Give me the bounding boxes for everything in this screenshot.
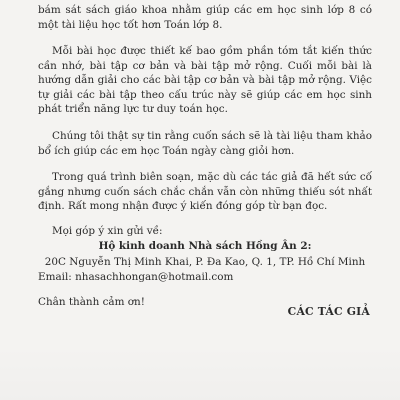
company-name: Hộ kinh doanh Nhà sách Hồng Ân 2: xyxy=(98,240,312,252)
paragraph-intro-continuation: bám sát sách giáo khoa nhằm giúp các em học sinh lớp 8 có một tài liệu học tốt hơn Toán lớp 8. xyxy=(38,4,372,31)
paragraph-limitations: Trong quá trình biên soạn, mặc dù các tác giả đã hết sức cố gắng nhưng cuốn sách chắc chắn vẫn còn những thiếu sót nhất định. Rất mong nhận được ý kiến đóng góp từ bạn đọc. xyxy=(38,171,372,213)
feedback-intro: Mọi góp ý xin gửi về: xyxy=(52,225,163,237)
page-bottom-shade xyxy=(0,345,400,400)
paragraph-belief: Chúng tôi thật sự tin rằng cuốn sách sẽ là tài liệu tham khảo bổ ích giúp các em học Toán ngày càng giỏi hơn. xyxy=(38,130,372,157)
contact-email: Email: nhasachhongan@hotmail.com xyxy=(38,271,234,283)
thanks-line: Chân thành cảm ơn! xyxy=(38,296,145,308)
company-address: 20C Nguyễn Thị Minh Khai, P. Đa Kao, Q. 1, TP. Hồ Chí Minh xyxy=(44,256,366,268)
authors-signature: CÁC TÁC GIẢ xyxy=(287,305,370,318)
paragraph-lesson-structure: Mỗi bài học được thiết kế bao gồm phần tóm tắt kiến thức cần nhớ, bài tập cơ bản và bài tập mở rộng. Cuối mỗi bài là hướng dẫn giải cho các bài tập cơ bản và bài tập mở rộng. Việc tự giải các bài tập theo cấu trúc này sẽ giúp các em học sinh phát triển năng lực tư duy toán học. xyxy=(38,45,372,116)
